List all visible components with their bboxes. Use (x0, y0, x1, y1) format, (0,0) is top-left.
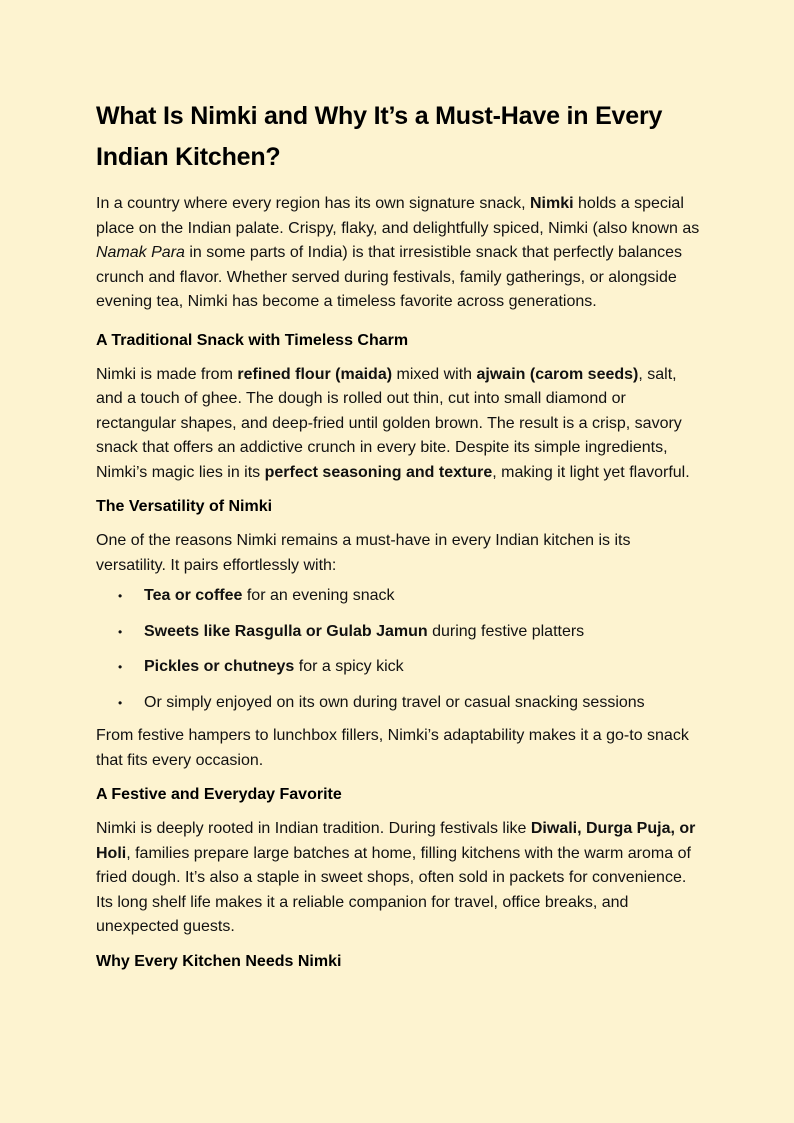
bullet-icon: • (118, 589, 123, 603)
traditional-paragraph: Nimki is made from refined flour (maida) mixed with ajwain (carom seeds), salt, and a touch of ghee. The dough is rolled out thin, cut into small diamond or rectangular shapes, and deep-fried until golden brown. The result is a crisp, savory snack that offers an addictive crunch in every bite. Despite its simple ingredients, Nimki’s magic lies in its perfect seasoning and texture, making it light yet flavorful. (96, 365, 690, 481)
heading-traditional-snack: A Traditional Snack with Timeless Charm (96, 331, 409, 349)
heading-festive-favorite: A Festive and Everyday Favorite (96, 786, 342, 803)
bullet-icon: • (118, 624, 123, 639)
list-item: • Tea or coffee for an evening snack (96, 584, 702, 608)
list-item: • Pickles or chutneys for a spicy kick (96, 655, 702, 679)
heading-why-every-kitchen: Why Every Kitchen Needs Nimki (96, 952, 342, 970)
festive-paragraph: Nimki is deeply rooted in Indian tradition. During festivals like Diwali, Durga Puja, or Holi, families prepare large batches at home, filling kitchens with the warm aroma of fried dough. It’s also a staple in sweet shops, often sold in packets for convenience. Its long shelf life makes it a reliable companion for travel, office breaks, and unexpected guests. (96, 820, 696, 935)
list-item: • Or simply enjoyed on its own during travel or casual snacking sessions (96, 691, 702, 715)
page-title: What Is Nimki and Why It’s a Must-Have in Every Indian Kitchen? (96, 102, 663, 171)
bullet-icon: • (118, 660, 123, 674)
intro-paragraph: In a country where every region has its own signature snack, Nimki holds a special place on the Indian palate. Crispy, flaky, and delightfully spiced, Nimki (also known as Namak Para in some parts of India) is that irresistible snack that perfectly balances crunch and flavor. Whether served during festivals, family gatherings, or alongside evening tea, Nimki has become a timeless favorite across generations. (96, 195, 700, 310)
versatility-outro-paragraph: From festive hampers to lunchbox fillers, Nimki’s adaptability makes it a go-to snack that fits every occasion. (96, 727, 689, 769)
versatility-paragraph: One of the reasons Nimki remains a must-have in every Indian kitchen is its versatility. It pairs effortlessly with: (96, 532, 631, 574)
bullet-icon: • (118, 695, 123, 710)
heading-versatility: The Versatility of Nimki (96, 498, 273, 515)
pairings-list (96, 584, 702, 715)
intro-bold-nimki: Nimki (530, 195, 574, 212)
intro-italic-namak-para: Namak Para (96, 244, 185, 261)
list-item: • Sweets like Rasgulla or Gulab Jamun during festive platters (96, 620, 702, 644)
